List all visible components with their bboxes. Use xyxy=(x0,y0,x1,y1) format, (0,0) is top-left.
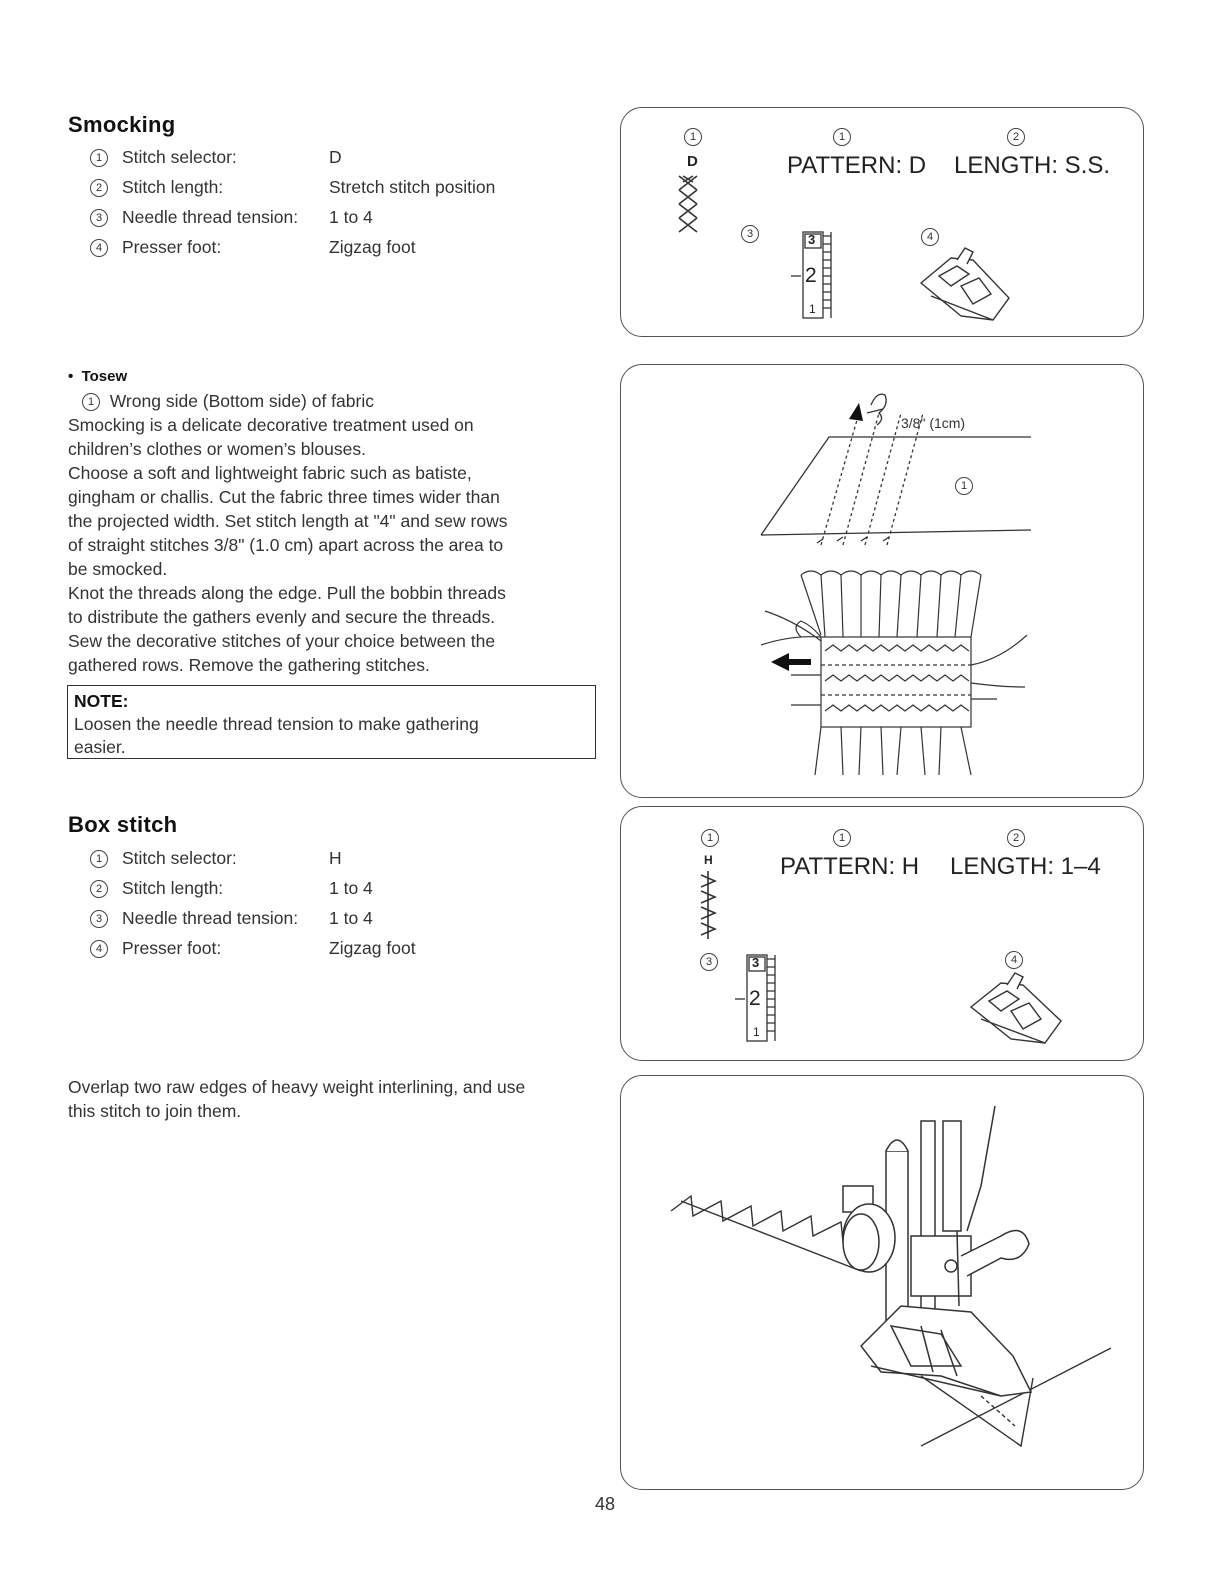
circled-number: 1 xyxy=(90,850,108,868)
box-stitch-settings xyxy=(90,843,416,963)
setting-row xyxy=(90,202,495,232)
pattern-callout: 1 xyxy=(833,128,851,146)
note-line: Loosen the needle thread tension to make gathering xyxy=(74,714,479,734)
zigzag-foot-icon xyxy=(621,807,1143,1060)
paragraph-line: the projected width. Set stitch length at "4" and sew rows xyxy=(68,511,508,531)
circled-number: 2 xyxy=(90,880,108,898)
pull-arrow-icon xyxy=(771,653,811,671)
paragraph-line: to distribute the gathers evenly and secure the threads. xyxy=(68,607,496,627)
tension-callout: 3 xyxy=(741,225,759,243)
circled-number: 3 xyxy=(90,209,108,227)
dial-number-3: 3 xyxy=(752,955,760,970)
selector-callout: 1 xyxy=(701,829,719,847)
setting-value: 1 to 4 xyxy=(329,207,373,227)
setting-value: 1 to 4 xyxy=(329,878,373,898)
dial-number-1: 1 xyxy=(753,1025,760,1039)
fabric-callout: 1 xyxy=(955,477,973,495)
dial-number-1: 1 xyxy=(809,302,816,316)
paragraph-line: Overlap two raw edges of heavy weight interlining, and use xyxy=(68,1077,526,1097)
measure-label: 3/8" (1cm) xyxy=(901,415,966,431)
setting-label: Needle thread tension: xyxy=(122,207,299,227)
foot-callout: 4 xyxy=(921,228,939,246)
setting-row xyxy=(90,933,416,963)
setting-row xyxy=(90,843,416,873)
paragraph-line: gingham or challis. Cut the fabric three times wider than xyxy=(68,487,500,507)
paragraph-line: children’s clothes or women’s blouses. xyxy=(68,439,366,459)
setting-row xyxy=(90,172,495,202)
paragraph-line: gathered rows. Remove the gathering stitches. xyxy=(68,655,430,675)
tension-callout: 3 xyxy=(700,953,718,971)
paragraph-line: be smocked. xyxy=(68,559,168,579)
length-callout: 2 xyxy=(1007,128,1025,146)
page-number: 48 xyxy=(594,1494,616,1514)
circled-number: 3 xyxy=(90,910,108,928)
foot-callout: 4 xyxy=(1005,951,1023,969)
direction-arrow-icon xyxy=(849,403,863,421)
setting-value: D xyxy=(329,147,342,167)
setting-label: Needle thread tension: xyxy=(122,908,299,928)
length-label: LENGTH: 1–4 xyxy=(950,853,1101,880)
note-title: NOTE: xyxy=(74,691,129,711)
setting-row xyxy=(90,232,495,262)
setting-value: Stretch stitch position xyxy=(329,177,496,197)
paragraph-line: of straight stitches 3/8" (1.0 cm) apart across the area to xyxy=(68,535,504,555)
circled-number: 4 xyxy=(90,940,108,958)
paragraph-line: Knot the threads along the edge. Pull the bobbin threads xyxy=(68,583,506,603)
setting-label: Stitch length: xyxy=(122,177,224,197)
dial-number-2: 2 xyxy=(805,264,817,287)
length-label: LENGTH: S.S. xyxy=(954,152,1111,179)
box-stitch-settings-panel xyxy=(620,806,1144,1061)
tosew-heading: • Tosew xyxy=(68,368,128,385)
setting-row xyxy=(90,903,416,933)
dial-number-3: 3 xyxy=(808,232,816,247)
gathering-illustration xyxy=(621,365,1143,797)
paragraph-line: Smocking is a delicate decorative treatment used on xyxy=(68,415,474,435)
setting-row xyxy=(90,873,416,903)
setting-value: 1 to 4 xyxy=(329,908,373,928)
box-stitch-title: Box stitch xyxy=(68,812,178,837)
smocking-settings-panel xyxy=(620,107,1144,337)
setting-row xyxy=(90,142,495,172)
smocking-title: Smocking xyxy=(68,112,176,137)
smocking-settings xyxy=(90,142,495,262)
selector-letter: H xyxy=(704,853,713,867)
tosew-item: 1 Wrong side (Bottom side) of fabric xyxy=(68,389,598,413)
paragraph-line: Sew the decorative stitches of your choice between the xyxy=(68,631,496,651)
circled-number: 1 xyxy=(90,149,108,167)
pattern-label: PATTERN: H xyxy=(780,853,920,880)
paragraph-line: Choose a soft and lightweight fabric such as batiste, xyxy=(68,463,472,483)
circled-number: 2 xyxy=(90,179,108,197)
box-stitch-description xyxy=(68,1075,598,1123)
circled-number: 1 xyxy=(82,393,100,411)
tosew-section xyxy=(68,365,598,677)
smocking-illustration-panel xyxy=(620,364,1144,798)
selector-letter: D xyxy=(687,153,698,170)
presser-foot-sewing-illustration xyxy=(621,1076,1143,1489)
zigzag-foot-icon xyxy=(621,108,1143,336)
selector-callout: 1 xyxy=(684,128,702,146)
setting-value: H xyxy=(329,848,342,868)
setting-label: Stitch selector: xyxy=(122,147,237,167)
setting-value: Zigzag foot xyxy=(329,237,416,257)
pattern-callout: 1 xyxy=(833,829,851,847)
box-stitch-illustration-panel xyxy=(620,1075,1144,1490)
setting-label: Stitch length: xyxy=(122,878,224,898)
note-line: easier. xyxy=(74,737,126,757)
setting-value: Zigzag foot xyxy=(329,938,416,958)
setting-label: Stitch selector: xyxy=(122,848,237,868)
length-callout: 2 xyxy=(1007,829,1025,847)
paragraph-line: this stitch to join them. xyxy=(68,1101,242,1121)
circled-number: 4 xyxy=(90,239,108,257)
note-box xyxy=(67,685,596,759)
pattern-label: PATTERN: D xyxy=(787,152,927,179)
setting-label: Presser foot: xyxy=(122,938,222,958)
setting-label: Presser foot: xyxy=(122,237,222,257)
dial-number-2: 2 xyxy=(749,987,761,1010)
